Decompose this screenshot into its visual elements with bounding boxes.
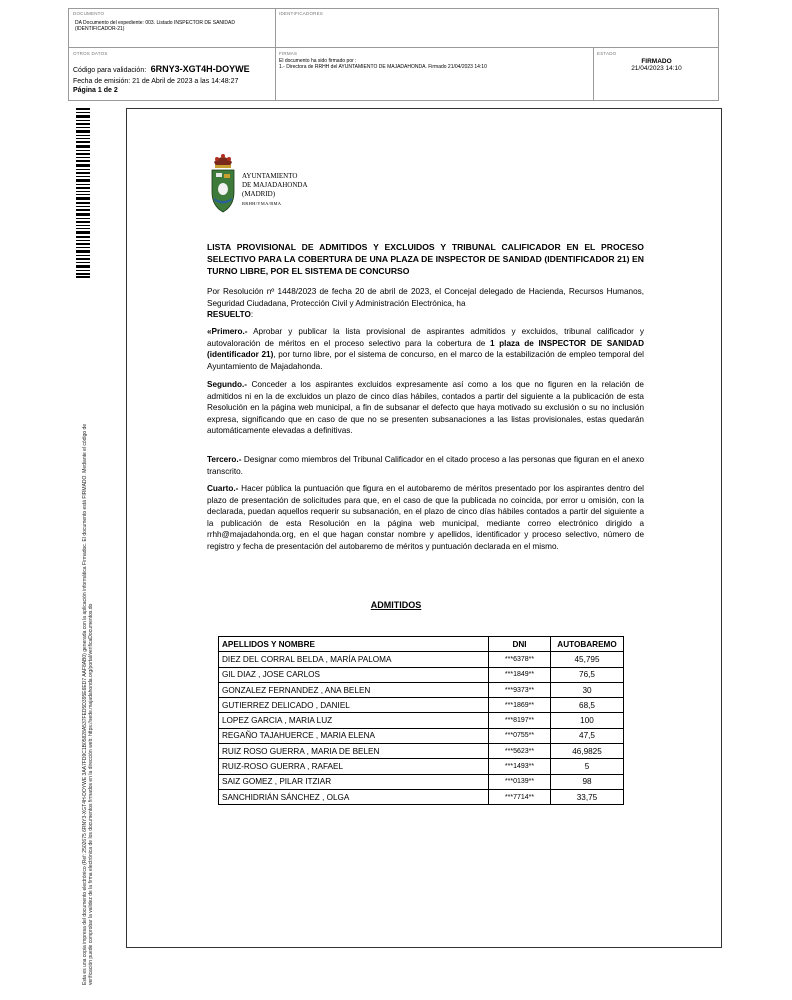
cell-score: 47,5	[551, 728, 624, 743]
cell-score: 5	[551, 759, 624, 774]
documento-label: DOCUMENTO	[73, 11, 105, 16]
primero-text: , por turno libre, por el sistema de concurso, en el marco de la estabilización de empleo temporal del Ayuntamiento de Majadahonda.	[207, 350, 644, 371]
cell-score: 76,5	[551, 667, 624, 682]
cell-name: SANCHIDRIÁN SÁNCHEZ , OLGA	[219, 789, 489, 804]
cell-score: 68,5	[551, 698, 624, 713]
table-row	[219, 774, 624, 789]
letterhead-line: (MADRID)	[242, 190, 276, 198]
otros-datos-cell	[69, 49, 275, 101]
cell-dni: ***1849**	[489, 667, 551, 682]
cell-score: 45,795	[551, 652, 624, 667]
intro-text: Por Resolución nº 1448/2023 de fecha 20 de abril de 2023, el Concejal delegado de Hacienda, Recursos Humanos, Seguridad Ciudadana, Protección Civil y Administración Electrónica, ha	[207, 287, 644, 308]
coat-of-arms-icon	[208, 152, 238, 214]
cell-dni: ***5623**	[489, 744, 551, 759]
letterhead-line: AYUNTAMIENTO	[242, 172, 298, 180]
table-row	[219, 789, 624, 804]
cell-score: 30	[551, 682, 624, 697]
documento-cell	[69, 9, 275, 47]
cell-score: 33,75	[551, 789, 624, 804]
table-header-row	[219, 637, 624, 652]
cell-dni: ***0139**	[489, 774, 551, 789]
documento-text: DA Documento del expediente: 003. Listado INSPECTOR DE SANIDAD (IDENTIFICADOR-21)	[75, 20, 235, 32]
tercero-label: Tercero.-	[207, 455, 242, 464]
side-text-line: Esta es una copia impresa del documento electrónico (Ref: 2502675 6RNY3-XGT4H-DOYWE 3AA7FD9C1B05828A537FED5D395E6ED7 AAF8AB0) generada con la aplicación informática Firmadoc. El documento está FIRMADO. Mediante el código de	[82, 423, 88, 985]
cell-name: SAIZ GOMEZ , PILAR ITZIAR	[219, 774, 489, 789]
column-header: DNI	[489, 637, 551, 652]
cell-name: GIL DIAZ , JOSE CARLOS	[219, 667, 489, 682]
table-row	[219, 713, 624, 728]
cell-name: RUIZ-ROSO GUERRA , RAFAEL	[219, 759, 489, 774]
estado-label: ESTADO	[597, 51, 617, 56]
barcode-image	[76, 108, 90, 278]
resuelto-label: RESUELTO	[207, 310, 251, 319]
cuarto-label: Cuarto.-	[207, 484, 239, 493]
cell-dni: ***7714**	[489, 789, 551, 804]
table-row	[219, 652, 624, 667]
cell-dni: ***9373**	[489, 682, 551, 697]
primero-text: Aprobar y publicar la lista provisional de aspirantes admitidos y excluidos, tribunal calificador y autovaloración de méritos en el proceso selectivo para la cobertura de	[207, 327, 644, 348]
cell-name: GUTIERREZ DELICADO , DANIEL	[219, 698, 489, 713]
admitidos-heading: ADMITIDOS	[370, 600, 422, 610]
cell-name: RUIZ ROSO GUERRA , MARIA DE BELEN	[219, 744, 489, 759]
validation-code[interactable]: 6RNY3-XGT4H-DOYWE	[150, 64, 250, 74]
primero-label: «Primero.-	[207, 327, 248, 336]
segundo-label: Segundo.-	[207, 380, 248, 389]
otros-datos-label: OTROS DATOS	[73, 51, 108, 56]
cuarto-text: Hacer pública la puntuación que figura en el autobaremo de méritos presentado por los aspirantes dentro del plazo de presentación de solicitudes para que, en el caso de que la publicada no coincida, por error u omisión, con la declarada, puedan aquellos requerir su subsanación, en el plazo de cinco días hábiles contados a partir del siguiente a la publicación de esta Resolución en la página web municipal, mediante correo electrónico dirigido a rrhh@majadahonda.org, en el que hagan constar nombre y apellidos, identificador y proceso selectivo, número de registro y fecha de presentación del autobaremo de méritos y puntuación declarada en el mismo.	[207, 484, 644, 551]
identificadores-cell	[275, 9, 720, 47]
table-row	[219, 667, 624, 682]
divider	[69, 47, 718, 48]
column-header: APELLIDOS Y NOMBRE	[219, 637, 489, 652]
firmas-cell	[275, 49, 593, 101]
fecha-emision: Fecha de emisión: 21 de Abril de 2023 a las 14:48:27	[73, 78, 239, 85]
firmas-line: El documento ha sido firmado por :	[279, 58, 357, 64]
table-row	[219, 682, 624, 697]
cell-dni: ***0755**	[489, 728, 551, 743]
cell-name: REGAÑO TAJAHUERCE , MARIA ELENA	[219, 728, 489, 743]
cell-score: 98	[551, 774, 624, 789]
cell-name: DIEZ DEL CORRAL BELDA , MARÍA PALOMA	[219, 652, 489, 667]
firmas-label: FIRMAS	[279, 51, 298, 56]
table-row	[219, 759, 624, 774]
side-text-line: verificación puede comprobar la validez de la firma electrónica de los documentos firmados en la dirección web: https://sede.majadahonda.org/portal/verificaDocumentos.do	[88, 603, 94, 985]
table-row	[219, 728, 624, 743]
department-reference: RRHH/YMA/BMA	[242, 201, 282, 206]
cell-name: LOPEZ GARCIA , MARIA LUZ	[219, 713, 489, 728]
table-row	[219, 744, 624, 759]
identificadores-label: IDENTIFICADORES	[279, 11, 324, 16]
verification-side-text	[82, 295, 94, 985]
segundo-text: Conceder a los aspirantes excluidos expresamente así como a los que no figuren en la relación de admitidos ni en la de excluidos un plazo de cinco días hábiles, contados a partir del siguiente a la publicación de esta Resolución en la página web municipal, a fin de subsanar el defecto que haya motivado su exclusión o su no inclusión expresa, significando que en caso de que no se presenten subsanaciones a las listas provisionales, estas quedarán automáticamente elevadas a definitivas.	[207, 380, 644, 435]
admitidos-table	[218, 636, 624, 805]
codigo-label: Código para validación:	[73, 67, 147, 74]
firmas-line: 1.- Directora de RRHH del AYUNTAMIENTO DE MAJADAHONDA. Firmado 21/04/2023 14:10	[279, 64, 487, 70]
estado-value: FIRMADO	[641, 58, 672, 65]
page-indicator: Página 1 de 2	[73, 87, 118, 94]
signature-metadata-box	[68, 8, 719, 101]
letterhead-line: DE MAJADAHONDA	[242, 181, 308, 189]
intro-paragraph: Por Resolución nº 1448/2023 de fecha 20 de abril de 2023, el Concejal delegado de Hacienda, Recursos Humanos, Seguridad Ciudadana, Protección Civil y Administración Electrónica, ha RESUELTO:	[207, 287, 644, 319]
primero-bold: 1 plaza de INSPECTOR DE SANIDAD (identificador 21)	[207, 338, 644, 359]
estado-cell	[593, 49, 720, 101]
tercero-text: Designar como miembros del Tribunal Calificador en el citado proceso a las personas que figuran en el anexo transcrito.	[207, 455, 644, 476]
document-title: LISTA PROVISIONAL DE ADMITIDOS Y EXCLUIDOS Y TRIBUNAL CALIFICADOR EN EL PROCESO SELECTIVO PARA LA COBERTURA DE UNA PLAZA DE INSPECTOR DE SANIDAD (IDENTIFICADOR 21) EN TURNO LIBRE, POR EL SISTEMA DE CONCURSO	[207, 242, 644, 276]
cell-dni: ***6378**	[489, 652, 551, 667]
paragraph-primero	[207, 326, 644, 372]
paragraph-tercero	[207, 454, 644, 477]
estado-fecha: 21/04/2023 14:10	[631, 65, 682, 72]
paragraph-cuarto	[207, 483, 644, 552]
cell-dni: ***8197**	[489, 713, 551, 728]
paragraph-segundo	[207, 379, 644, 437]
cell-score: 46,9825	[551, 744, 624, 759]
cell-dni: ***1869**	[489, 698, 551, 713]
table-row	[219, 698, 624, 713]
column-header: AUTOBAREMO	[551, 637, 624, 652]
cell-score: 100	[551, 713, 624, 728]
cell-name: GONZALEZ FERNANDEZ , ANA BELEN	[219, 682, 489, 697]
cell-dni: ***1493**	[489, 759, 551, 774]
letterhead	[242, 172, 308, 208]
